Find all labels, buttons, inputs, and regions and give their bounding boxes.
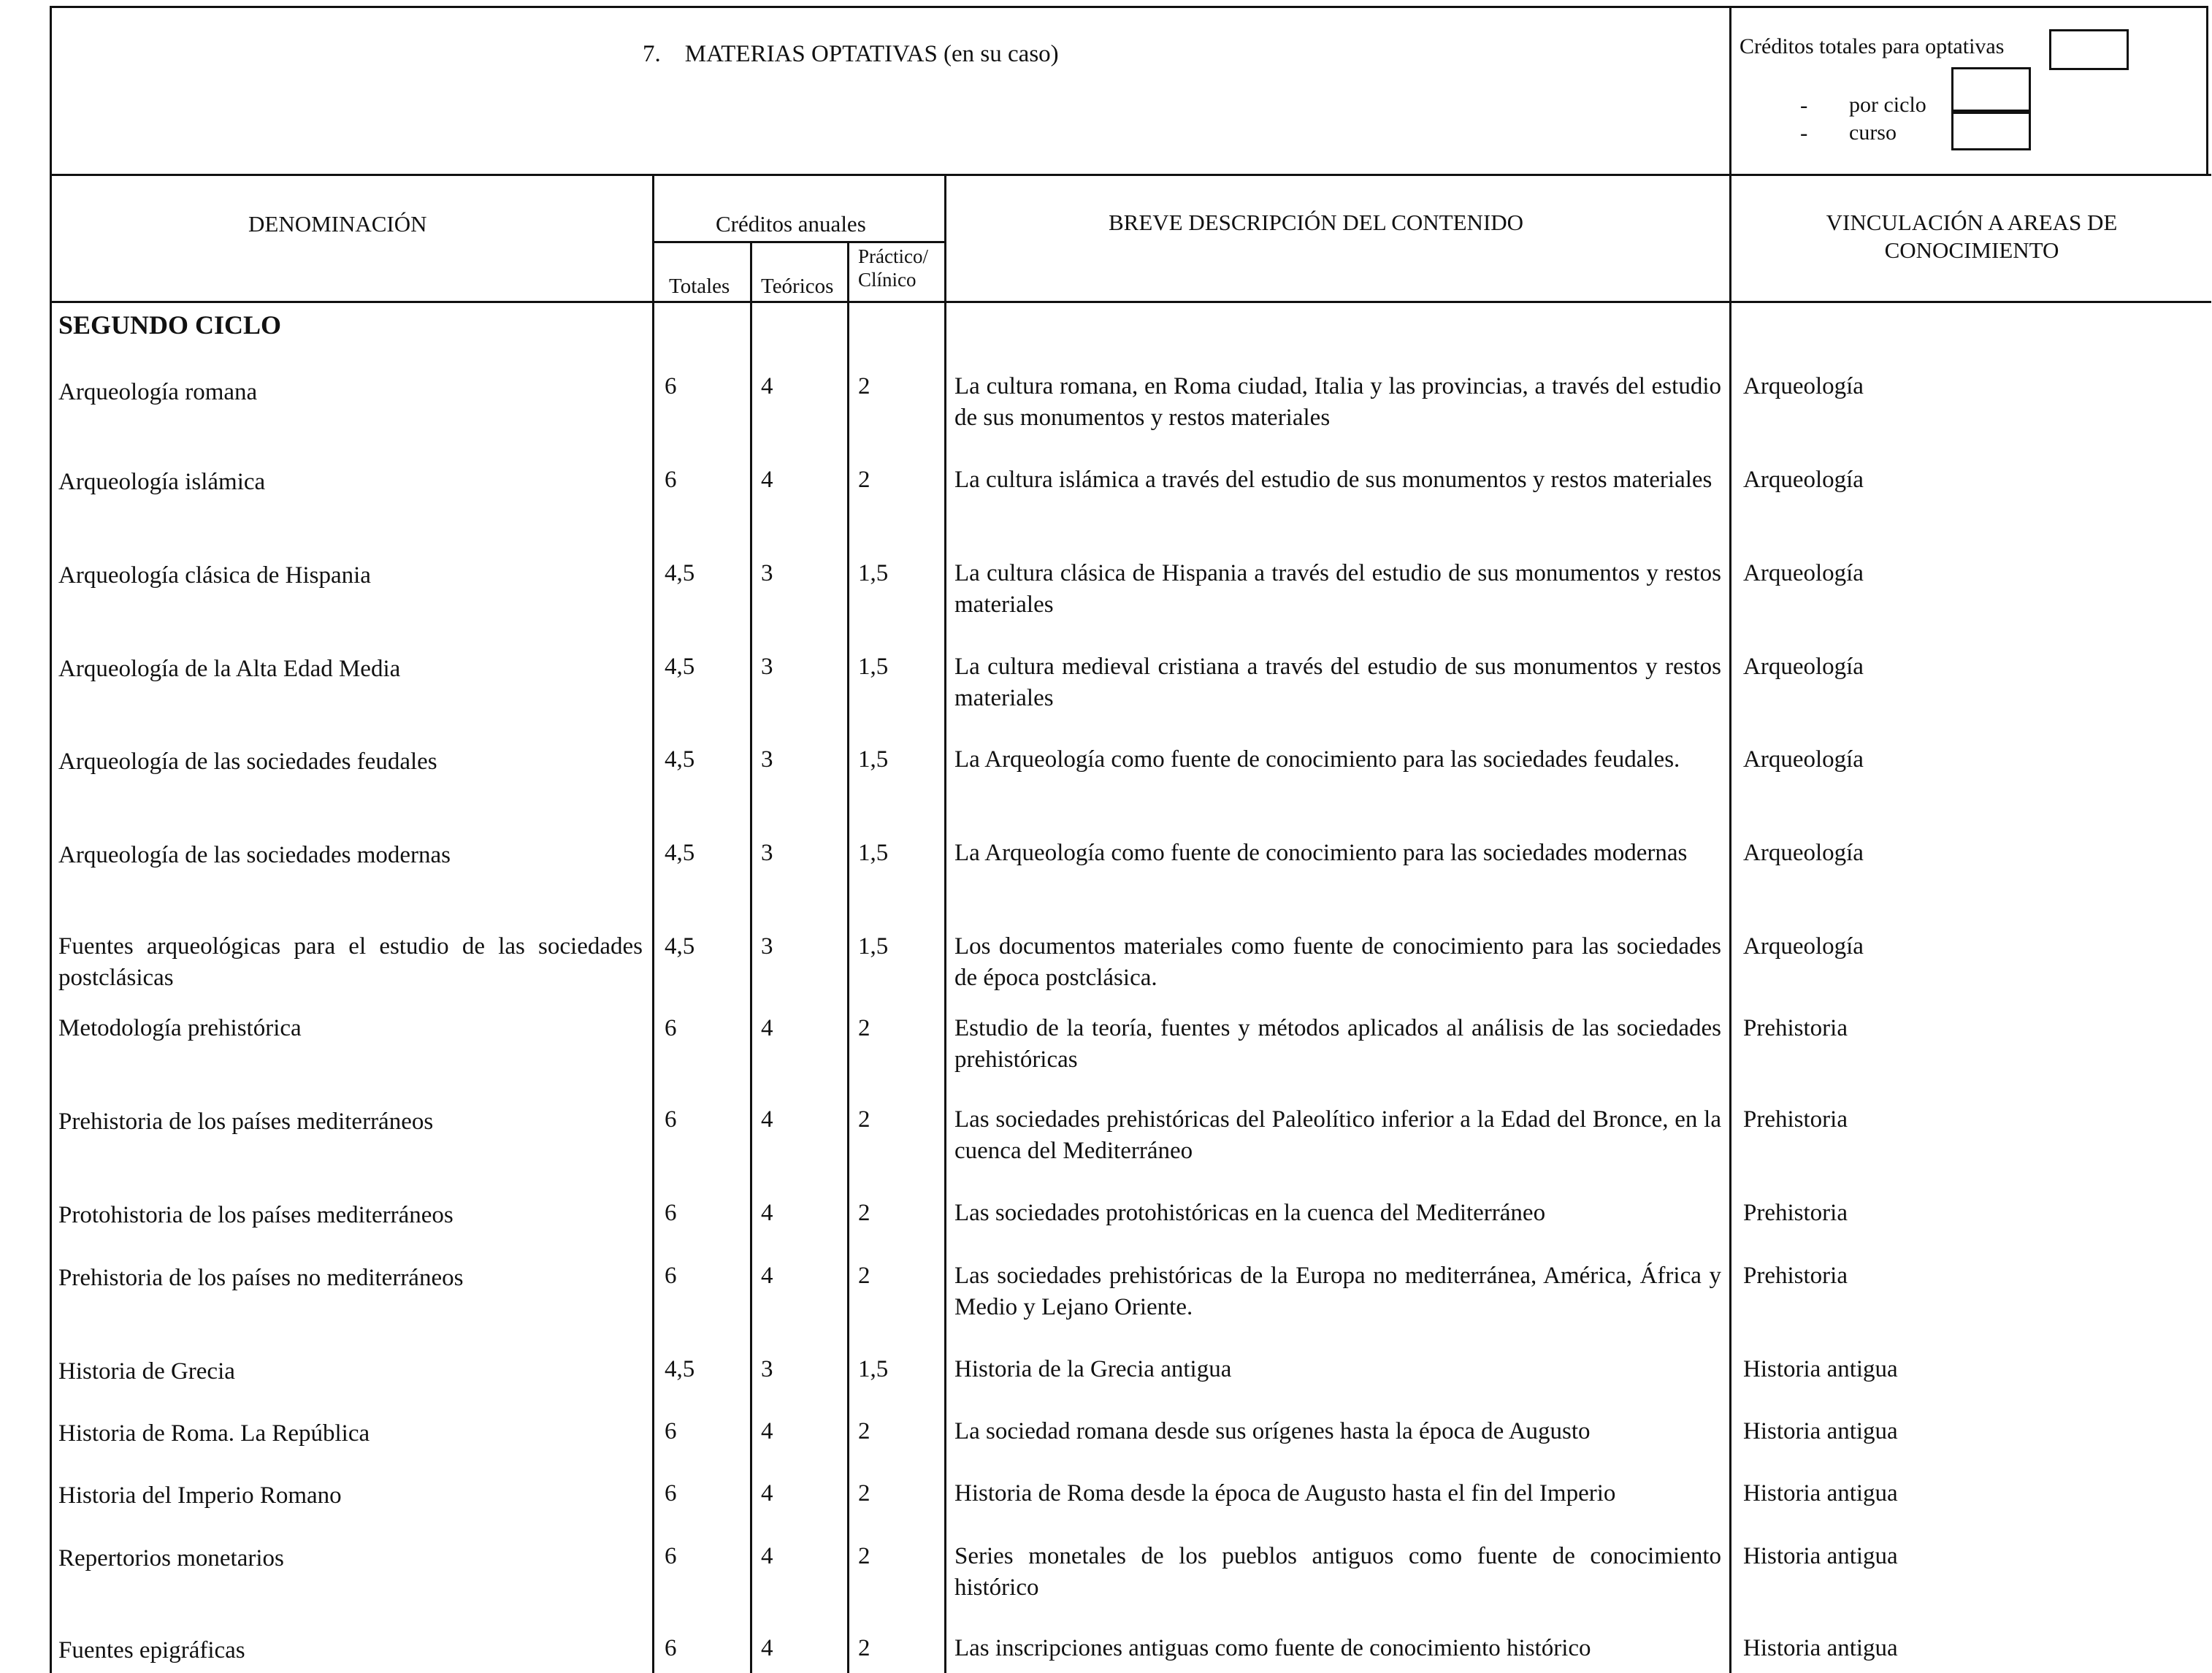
- row-teoricos: 4: [761, 467, 773, 493]
- row-practicos: 2: [858, 1263, 870, 1289]
- row-name: Arqueología de las sociedades feudales: [58, 749, 437, 775]
- row-practicos: 1,5: [858, 654, 889, 680]
- row-teoricos: 4: [761, 1635, 773, 1661]
- row-descripcion: La cultura romana, en Roma ciudad, Italia y las provincias, a través del estudio de sus monumentos y restos materiales: [954, 373, 1721, 431]
- row-totales: 4,5: [665, 933, 695, 960]
- row-teoricos: 3: [761, 840, 773, 866]
- row-descripcion: Las sociedades prehistóricas de la Europa no mediterránea, América, África y Medio y Lejano Oriente.: [954, 1263, 1721, 1320]
- row-descripcion: Los documentos materiales como fuente de conocimiento para las sociedades de época postclásica.: [954, 933, 1721, 991]
- credits-subheader-line: [652, 241, 944, 243]
- per-cycle-label: por ciclo: [1849, 93, 1926, 117]
- row-name: Arqueología romana: [58, 379, 258, 405]
- row-name: Fuentes epigráficas: [58, 1637, 245, 1664]
- row-totales: 6: [665, 1263, 677, 1289]
- row-practicos: 2: [858, 1543, 870, 1569]
- row-descripcion: La cultura clásica de Hispania a través del estudio de sus monumentos y restos materiales: [954, 560, 1721, 618]
- row-practicos: 1,5: [858, 1356, 889, 1382]
- col-header-vinculacion-line2: CONOCIMIENTO: [1884, 237, 2059, 263]
- row-totales: 4,5: [665, 654, 695, 680]
- row-name: Historia de Grecia: [58, 1358, 235, 1385]
- col-header-denominacion: DENOMINACIÓN: [248, 211, 427, 237]
- row-name: Metodología prehistórica: [58, 1015, 302, 1041]
- row-name: Fuentes arqueológicas para el estudio de las sociedades postclásicas: [58, 933, 643, 991]
- row-area: Prehistoria: [1743, 1015, 1848, 1041]
- table-row: [0, 651, 2212, 739]
- col-header-practico-line2: Clínico: [858, 269, 916, 291]
- section-title: MATERIAS OPTATIVAS (en su caso): [684, 41, 1059, 67]
- row-area: Prehistoria: [1743, 1106, 1848, 1133]
- row-practicos: 1,5: [858, 840, 889, 866]
- col-header-descripcion: BREVE DESCRIPCIÓN DEL CONTENIDO: [1109, 210, 1524, 235]
- section-label: SEGUNDO CICLO: [58, 310, 282, 340]
- credits-total-label: Créditos totales para optativas: [1740, 34, 2005, 58]
- column-header-bottom-line: [50, 301, 2211, 303]
- section-heading: [643, 40, 1059, 68]
- row-practicos: 2: [858, 1635, 870, 1661]
- row-area: Prehistoria: [1743, 1200, 1848, 1226]
- row-teoricos: 4: [761, 1418, 773, 1444]
- row-name: Protohistoria de los países mediterráneos: [58, 1202, 454, 1228]
- row-teoricos: 4: [761, 1543, 773, 1569]
- row-totales: 6: [665, 467, 677, 493]
- credits-total-box[interactable]: [2049, 29, 2129, 70]
- row-practicos: 1,5: [858, 560, 889, 586]
- row-totales: 6: [665, 1106, 677, 1133]
- table-row: [0, 838, 2212, 925]
- col-header-totales: Totales: [669, 275, 730, 298]
- row-area: Arqueología: [1743, 467, 1864, 493]
- row-area: Prehistoria: [1743, 1263, 1848, 1289]
- row-name: Prehistoria de los países no mediterráneos: [58, 1265, 464, 1291]
- row-totales: 6: [665, 1418, 677, 1444]
- row-totales: 6: [665, 373, 677, 399]
- row-totales: 6: [665, 1015, 677, 1041]
- row-area: Arqueología: [1743, 840, 1864, 866]
- col-header-vinculacion-line1: VINCULACIÓN A AREAS DE: [1826, 210, 2118, 235]
- row-teoricos: 3: [761, 654, 773, 680]
- table-row: [0, 931, 2212, 1019]
- per-course-label: curso: [1849, 120, 1897, 145]
- row-practicos: 1,5: [858, 746, 889, 773]
- row-practicos: 2: [858, 1106, 870, 1133]
- row-totales: 4,5: [665, 746, 695, 773]
- row-totales: 6: [665, 1543, 677, 1569]
- row-teoricos: 3: [761, 560, 773, 586]
- row-teoricos: 4: [761, 1106, 773, 1133]
- row-teoricos: 4: [761, 1263, 773, 1289]
- row-teoricos: 4: [761, 373, 773, 399]
- row-descripcion: Series monetales de los pueblos antiguos como fuente de conocimiento histórico: [954, 1543, 1721, 1601]
- row-practicos: 2: [858, 1480, 870, 1507]
- table-row: [0, 1104, 2212, 1192]
- row-descripcion: Historia de Roma desde la época de Augusto hasta el fin del Imperio: [954, 1480, 1616, 1507]
- per-course-bullet: -: [1800, 120, 1808, 145]
- row-teoricos: 3: [761, 746, 773, 773]
- row-name: Historia de Roma. La República: [58, 1420, 370, 1447]
- table-row: [0, 744, 2212, 832]
- row-area: Arqueología: [1743, 933, 1864, 960]
- row-descripcion: Las sociedades prehistóricas del Paleolítico inferior a la Edad del Bronce, en la cuenca del Mediterráneo: [954, 1106, 1721, 1164]
- header-divider: [1729, 6, 1731, 305]
- row-totales: 4,5: [665, 1356, 695, 1382]
- row-area: Arqueología: [1743, 373, 1864, 399]
- row-area: Arqueología: [1743, 560, 1864, 586]
- table-row: [0, 371, 2212, 459]
- row-descripcion: La sociedad romana desde sus orígenes hasta la época de Augusto: [954, 1418, 1591, 1444]
- row-name: Arqueología de las sociedades modernas: [58, 842, 451, 868]
- col-header-vinculacion: [1734, 209, 2209, 264]
- row-area: Historia antigua: [1743, 1356, 1898, 1382]
- row-practicos: 2: [858, 1200, 870, 1226]
- row-teoricos: 3: [761, 933, 773, 960]
- table-row: [0, 1633, 2212, 1673]
- col-header-practico-line1: Práctico/: [858, 245, 928, 267]
- row-area: Historia antigua: [1743, 1480, 1898, 1507]
- row-totales: 4,5: [665, 560, 695, 586]
- row-name: Historia del Imperio Romano: [58, 1482, 342, 1509]
- row-name: Prehistoria de los países mediterráneos: [58, 1109, 434, 1135]
- table-row: [0, 1541, 2212, 1628]
- col-header-practico: [858, 245, 928, 291]
- per-cycle-box[interactable]: [1951, 67, 2031, 114]
- row-area: Historia antigua: [1743, 1418, 1898, 1444]
- row-totales: 6: [665, 1635, 677, 1661]
- row-teoricos: 4: [761, 1480, 773, 1507]
- row-teoricos: 3: [761, 1356, 773, 1382]
- row-practicos: 2: [858, 467, 870, 493]
- row-teoricos: 4: [761, 1015, 773, 1041]
- row-descripcion: Las inscripciones antiguas como fuente de conocimiento histórico: [954, 1635, 1591, 1661]
- per-cycle-bullet: -: [1800, 92, 1808, 118]
- col-header-teoricos: Teóricos: [761, 275, 834, 298]
- row-name: Arqueología clásica de Hispania: [58, 562, 371, 589]
- col-header-creditos-anuales: Créditos anuales: [716, 211, 866, 237]
- row-descripcion: Las sociedades protohistóricas en la cuenca del Mediterráneo: [954, 1200, 1546, 1226]
- section-number: 7.: [643, 41, 661, 67]
- row-descripcion: La cultura islámica a través del estudio de sus monumentos y restos materiales: [954, 467, 1712, 493]
- row-descripcion: La cultura medieval cristiana a través del estudio de sus monumentos y restos materiales: [954, 654, 1721, 711]
- row-area: Historia antigua: [1743, 1543, 1898, 1569]
- row-practicos: 2: [858, 1418, 870, 1444]
- column-header-top-line: [50, 174, 2211, 176]
- row-area: Arqueología: [1743, 746, 1864, 773]
- table-row: [0, 1013, 2212, 1100]
- row-practicos: 2: [858, 373, 870, 399]
- row-name: Arqueología islámica: [58, 469, 266, 495]
- table-row: [0, 464, 2212, 552]
- row-name: Arqueología de la Alta Edad Media: [58, 656, 401, 682]
- row-practicos: 1,5: [858, 933, 889, 960]
- row-descripcion: La Arqueología como fuente de conocimiento para las sociedades feudales.: [954, 746, 1680, 773]
- row-area: Historia antigua: [1743, 1635, 1898, 1661]
- row-area: Arqueología: [1743, 654, 1864, 680]
- row-name: Repertorios monetarios: [58, 1545, 284, 1571]
- row-totales: 4,5: [665, 840, 695, 866]
- per-course-box[interactable]: [1951, 110, 2031, 150]
- row-descripcion: La Arqueología como fuente de conocimiento para las sociedades modernas: [954, 840, 1688, 866]
- row-practicos: 2: [858, 1015, 870, 1041]
- row-descripcion: Historia de la Grecia antigua: [954, 1356, 1232, 1382]
- row-teoricos: 4: [761, 1200, 773, 1226]
- table-row: [0, 558, 2212, 646]
- row-totales: 6: [665, 1480, 677, 1507]
- row-totales: 6: [665, 1200, 677, 1226]
- table-row: [0, 1260, 2212, 1348]
- row-descripcion: Estudio de la teoría, fuentes y métodos aplicados al análisis de las sociedades prehistóricas: [954, 1015, 1721, 1073]
